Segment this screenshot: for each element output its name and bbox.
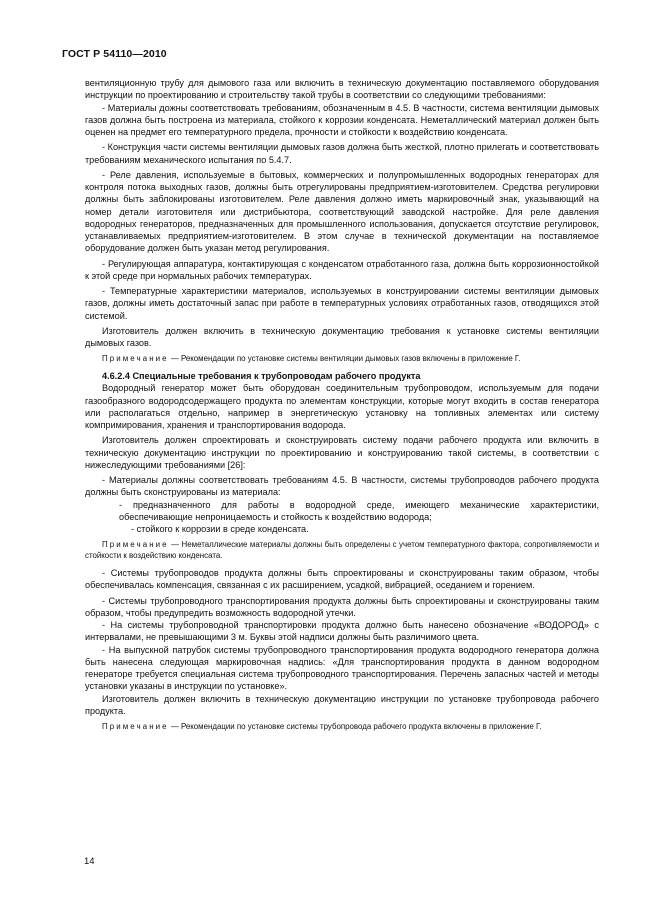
body-paragraph: - Регулирующая аппаратура, контактирующая с конденсатом отработанного газа, должна быть коррозионностойкой к этой среде при нормальных рабочих температурах. [85,258,599,281]
body-paragraph: вентиляционную трубу для дымового газа или включить в техническую документацию поставляемого оборудования инструкции по проектированию и строительству такой трубы в соответствии со следующими требованиями: [85,78,599,101]
body-paragraph: - Материалы должны соответствовать требованиям 4.5. В частности, системы трубопроводов рабочего продукта должны быть сконструированы из материала: [85,475,599,498]
section-heading: 4.6.2.4 Специальные требования к трубопроводам рабочего продукта [102,371,421,382]
note-paragraph [85,354,599,365]
body-paragraph: - стойкого к коррозии в среде конденсата. [131,524,309,535]
body-paragraph: - предназначенного для работы в водородной среде, имеющего механические характеристики, обеспечивающие непроницаемость и стойкость к воздействию водорода; [119,499,599,522]
body-paragraph: - На выпускной патрубок системы трубопроводного транспортирования продукта водородного генератора должна быть нанесена следующая маркировочная надпись: «Для транспортирования продукта в данном водородном генераторе требуется специальная система трубопроводного транспортирования. Перечень запасных частей и методы установки указаны в инструкции по установке». [85,644,599,692]
body-paragraph: Изготовитель должен спроектировать и сконструировать систему подачи рабочего продукта или включить в техническую документацию инструкции по проектированию и конструированию такой системы, в соответствии с нижеследующими требованиями [26]: [85,435,599,470]
body-paragraph: - Реле давления, используемые в бытовых, коммерческих и полупромышленных водородных генераторах для контроля потока выходных газов, должны быть отрегулированы предприятием-изготовителем. Средства регулировки должны быть заблокированы изготовителем. Реле давления должно иметь маркировочный знак, указывающий на номер детали изготовителя или дистрибьютора, соответствующий заводской настройке. Для реле давления водородных генераторов, предназначенных для промышленного использования, допускается отсутствие регулировок, устанавливаемых предприятием-изготовителем. В этом случае в технической документации на поставляемое оборудование должен быть указан метод регулирования. [85,169,599,254]
note-paragraph [85,722,599,733]
note-text: — Рекомендации по установке системы трубопровода рабочего продукта включены в приложение Г. [168,722,542,732]
body-paragraph: - Конструкция части системы вентиляции дымовых газов должна быть жесткой, плотно прилегать и соответствовать требованиям механического испытания по 5.4.7. [85,142,599,165]
note-label: Примечание [102,540,169,550]
body-paragraph: Водородный генератор может быть оборудован соединительным трубопроводом, используемым для подачи газообразного водородсодержащего продукта по элементам конструкции, которые могут входить в состав генератора или располагаться отдельно, например в энергетическую установку на топливных элементах или систему компримирования, хранения и транспортирования водорода. [85,383,599,431]
page-number: 14 [84,856,95,867]
note-paragraph [85,540,599,562]
body-paragraph: Изготовитель должен включить в техническую документацию инструкции по установке трубопровода рабочего продукта. [85,693,599,716]
body-paragraph: - Температурные характеристики материалов, используемых в конструировании системы вентиляции дымовых газов, должны иметь достаточный запас при работе в температурных условиях отработанных газов, отводящихся этой системой. [85,286,599,321]
document-body [85,77,599,738]
note-label: Примечание [102,354,169,364]
body-paragraph: - Материалы дожны соответствовать требованиям, обозначенным в 4.5. В частности, система вентиляции дымовых газов должна быть построена из материала, стойкого к коррозии конденсата. Неметаллический материал должен быть оценен на предмет его температурного предела, прочности и стойкости к воздействию конденсата. [85,102,599,137]
note-text: — Неметаллические материалы должны быть определены с учетом температурного фактора, сопротивляемости и стойкости к воздействию конденсата. [85,540,599,561]
document-header: ГОСТ Р 54110—2010 [62,48,167,60]
body-paragraph: - Системы трубопроводов продукта должны быть спроектированы и сконструированы таким образом, чтобы обеспечивалась компенсация, связанная с их расширением, усадкой, вибрацией, оседанием и горением. [85,568,599,591]
body-paragraph: - На системы трубопроводной транспортировки продукта должно быть нанесено обозначение «ВОДОРОД» с интервалами, не превышающими 3 м. Буквы этой надписи должны быть различимого цвета. [85,620,599,643]
note-label: Примечание [102,722,169,732]
note-text: — Рекомендации по установке системы вентиляции дымовых газов включены в приложение Г. [168,354,521,364]
body-paragraph: - Системы трубопроводного транспортирования продукта должны быть спроектированы и сконструированы таким образом, чтобы предупредить возможность водородной утечки. [85,595,599,618]
body-paragraph: Изготовитель должен включить в техническую документацию требования к установке системы вентиляции дымовых газов. [85,325,599,348]
